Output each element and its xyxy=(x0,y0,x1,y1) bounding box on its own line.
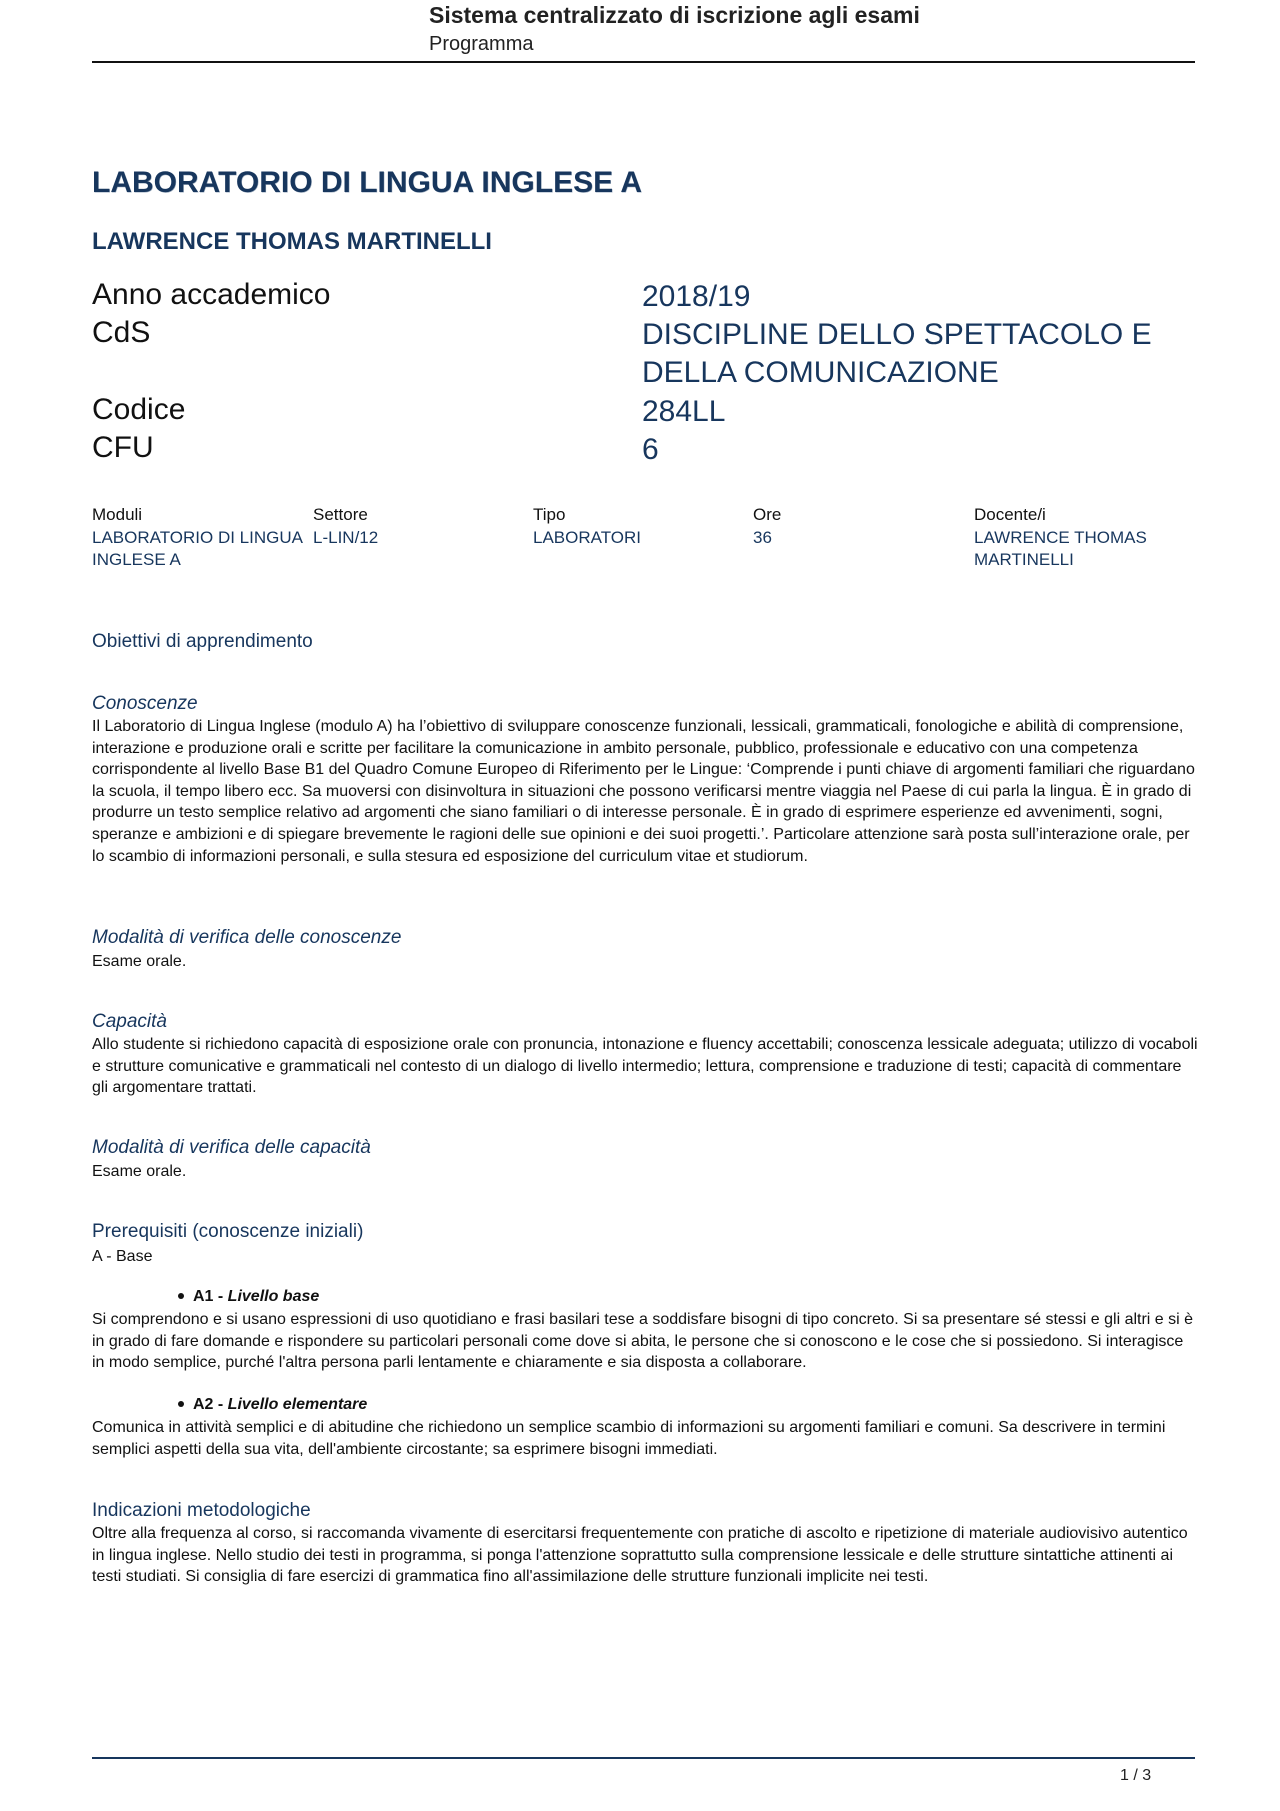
bullet-icon xyxy=(178,1293,184,1299)
table-cell-settore: L-LIN/12 xyxy=(313,528,379,547)
table-header-tipo: Tipo xyxy=(533,505,566,524)
level-a1-code: A1 xyxy=(193,1288,214,1305)
anno-label: Anno accademico xyxy=(92,278,331,311)
verifica-conoscenze-text: Esame orale. xyxy=(92,953,187,970)
verifica-capacita-heading: Modalità di verifica delle capacità xyxy=(92,1137,371,1158)
level-a2-item xyxy=(178,1396,367,1414)
capacita-text: Allo studente si richiedono capacità di esposizione orale con pronuncia, intonazione e fluency accettabili; conoscenza lessicale adeguata; utilizzo di vocaboli e strutture comunicative e grammaticali nel contesto di un dialogo di livello intermedio; lettura, comprensione e traduzione di testi; capacità di commentare gli argomentare trattati. xyxy=(92,1036,1198,1097)
metodologia-heading: Indicazioni metodologiche xyxy=(92,1500,311,1521)
level-a2-text: Comunica in attività semplici e di abitudine che richiedono un semplice scambio di informazioni su argomenti familiari e comuni. Sa descrivere in termini semplici aspetti della sua vita, dell'ambiente circostante; sa esprimere bisogni immediati. xyxy=(92,1419,1166,1458)
level-a1-text: Si comprendono e si usano espressioni di uso quotidiano e frasi basilari tese a soddisfare bisogni di tipo concreto. Si sa presentare sé stessi e gli altri e si è in grado di fare domande e rispondere su particolari personali come dove si abita, le persone che si conoscono e le cose che si possiedono. Si interagisce in modo semplice, purché l'altra persona parli lentamente e chiaramente e sia disposta a collaborare. xyxy=(92,1311,1194,1372)
conoscenze-text: Il Laboratorio di Lingua Inglese (modulo A) ha l’obiettivo di sviluppare conoscenze funzionali, lessicali, grammaticali, fonologiche e abilità di comprensione, interazione e produzione orali e scritte per facilitare la comunicazione in ambito personale, pubblico, professionale e educativo con una competenza corrispondente al livello Base B1 del Quadro Comune Europeo di Riferimento per le Lingue: ‘Comprende i punti chiave di argomenti familiari che riguardano la scuola, il tempo libero ecc. Sa muoversi con disinvoltura in situazioni che possono verificarsi mentre viaggia nel Paese di cui parla la lingua. È in grado di produrre un testo semplice relativo ad argomenti che siano familiari o di interesse personale. È in grado di esprimere esperienze ed avvenimenti, sogni, speranze e ambizioni e di spiegare brevemente le ragioni delle sue opinioni e dei suoi progetti.’. Particolare attenzione sarà posta sull’interazione orale, per lo scambio di informazioni personali, e sulla stesura ed esposizione del curriculum vitae et studiorum. xyxy=(92,718,1195,865)
capacita-heading: Capacità xyxy=(92,1011,167,1032)
cds-value: DISCIPLINE DELLO SPETTACOLO E DELLA COMUNICAZIONE xyxy=(642,318,1152,389)
cds-label: CdS xyxy=(92,316,151,349)
table-cell-docente: LAWRENCE THOMAS MARTINELLI xyxy=(974,528,1147,569)
table-cell-ore: 36 xyxy=(753,528,772,547)
codice-label: Codice xyxy=(92,393,186,426)
course-title: LABORATORIO DI LINGUA INGLESE A xyxy=(92,166,643,199)
conoscenze-heading: Conoscenze xyxy=(92,693,198,714)
page-number: 1 / 3 xyxy=(1120,1767,1152,1784)
header-divider xyxy=(92,61,1195,63)
document-type: Programma xyxy=(429,33,534,55)
obiettivi-heading: Obiettivi di apprendimento xyxy=(92,631,313,652)
verifica-capacita-text: Esame orale. xyxy=(92,1163,187,1180)
anno-value: 2018/19 xyxy=(642,280,751,313)
level-a2-separator: - xyxy=(213,1396,228,1413)
level-a2-code: A2 xyxy=(193,1396,214,1413)
codice-value: 284LL xyxy=(642,395,726,428)
footer-divider xyxy=(92,1757,1195,1759)
cfu-value: 6 xyxy=(642,433,659,466)
system-title: Sistema centralizzato di iscrizione agli esami xyxy=(429,2,920,28)
table-header-ore: Ore xyxy=(753,505,782,524)
level-a1-item xyxy=(178,1288,319,1306)
table-header-settore: Settore xyxy=(313,505,368,524)
table-cell-tipo: LABORATORI xyxy=(533,528,642,547)
verifica-conoscenze-heading: Modalità di verifica delle conoscenze xyxy=(92,927,402,948)
table-header-moduli: Moduli xyxy=(92,505,143,524)
level-a1-separator: - xyxy=(213,1288,228,1305)
prerequisiti-text: A - Base xyxy=(92,1248,153,1265)
course-teacher: LAWRENCE THOMAS MARTINELLI xyxy=(92,228,492,255)
cfu-label: CFU xyxy=(92,431,154,464)
table-header-docenti: Docente/i xyxy=(974,505,1046,524)
level-a1-name: Livello base xyxy=(227,1288,320,1305)
table-cell-modulo: LABORATORIO DI LINGUA INGLESE A xyxy=(92,528,303,569)
bullet-icon xyxy=(178,1401,184,1407)
metodologia-text: Oltre alla frequenza al corso, si raccomanda vivamente di esercitarsi frequentemente con pratiche di ascolto e ripetizione di materiale audiovisivo autentico in lingua inglese. Nello studio dei testi in programma, si ponga l'attenzione soprattutto sulla comprensione lessicale e delle strutture sintattiche attinenti ai testi studiati. Si consiglia di fare esercizi di grammatica fino all'assimilazione delle strutture funzionali implicite nei testi. xyxy=(92,1525,1188,1586)
level-a2-name: Livello elementare xyxy=(227,1396,368,1413)
prerequisiti-heading: Prerequisiti (conoscenze iniziali) xyxy=(92,1221,364,1242)
